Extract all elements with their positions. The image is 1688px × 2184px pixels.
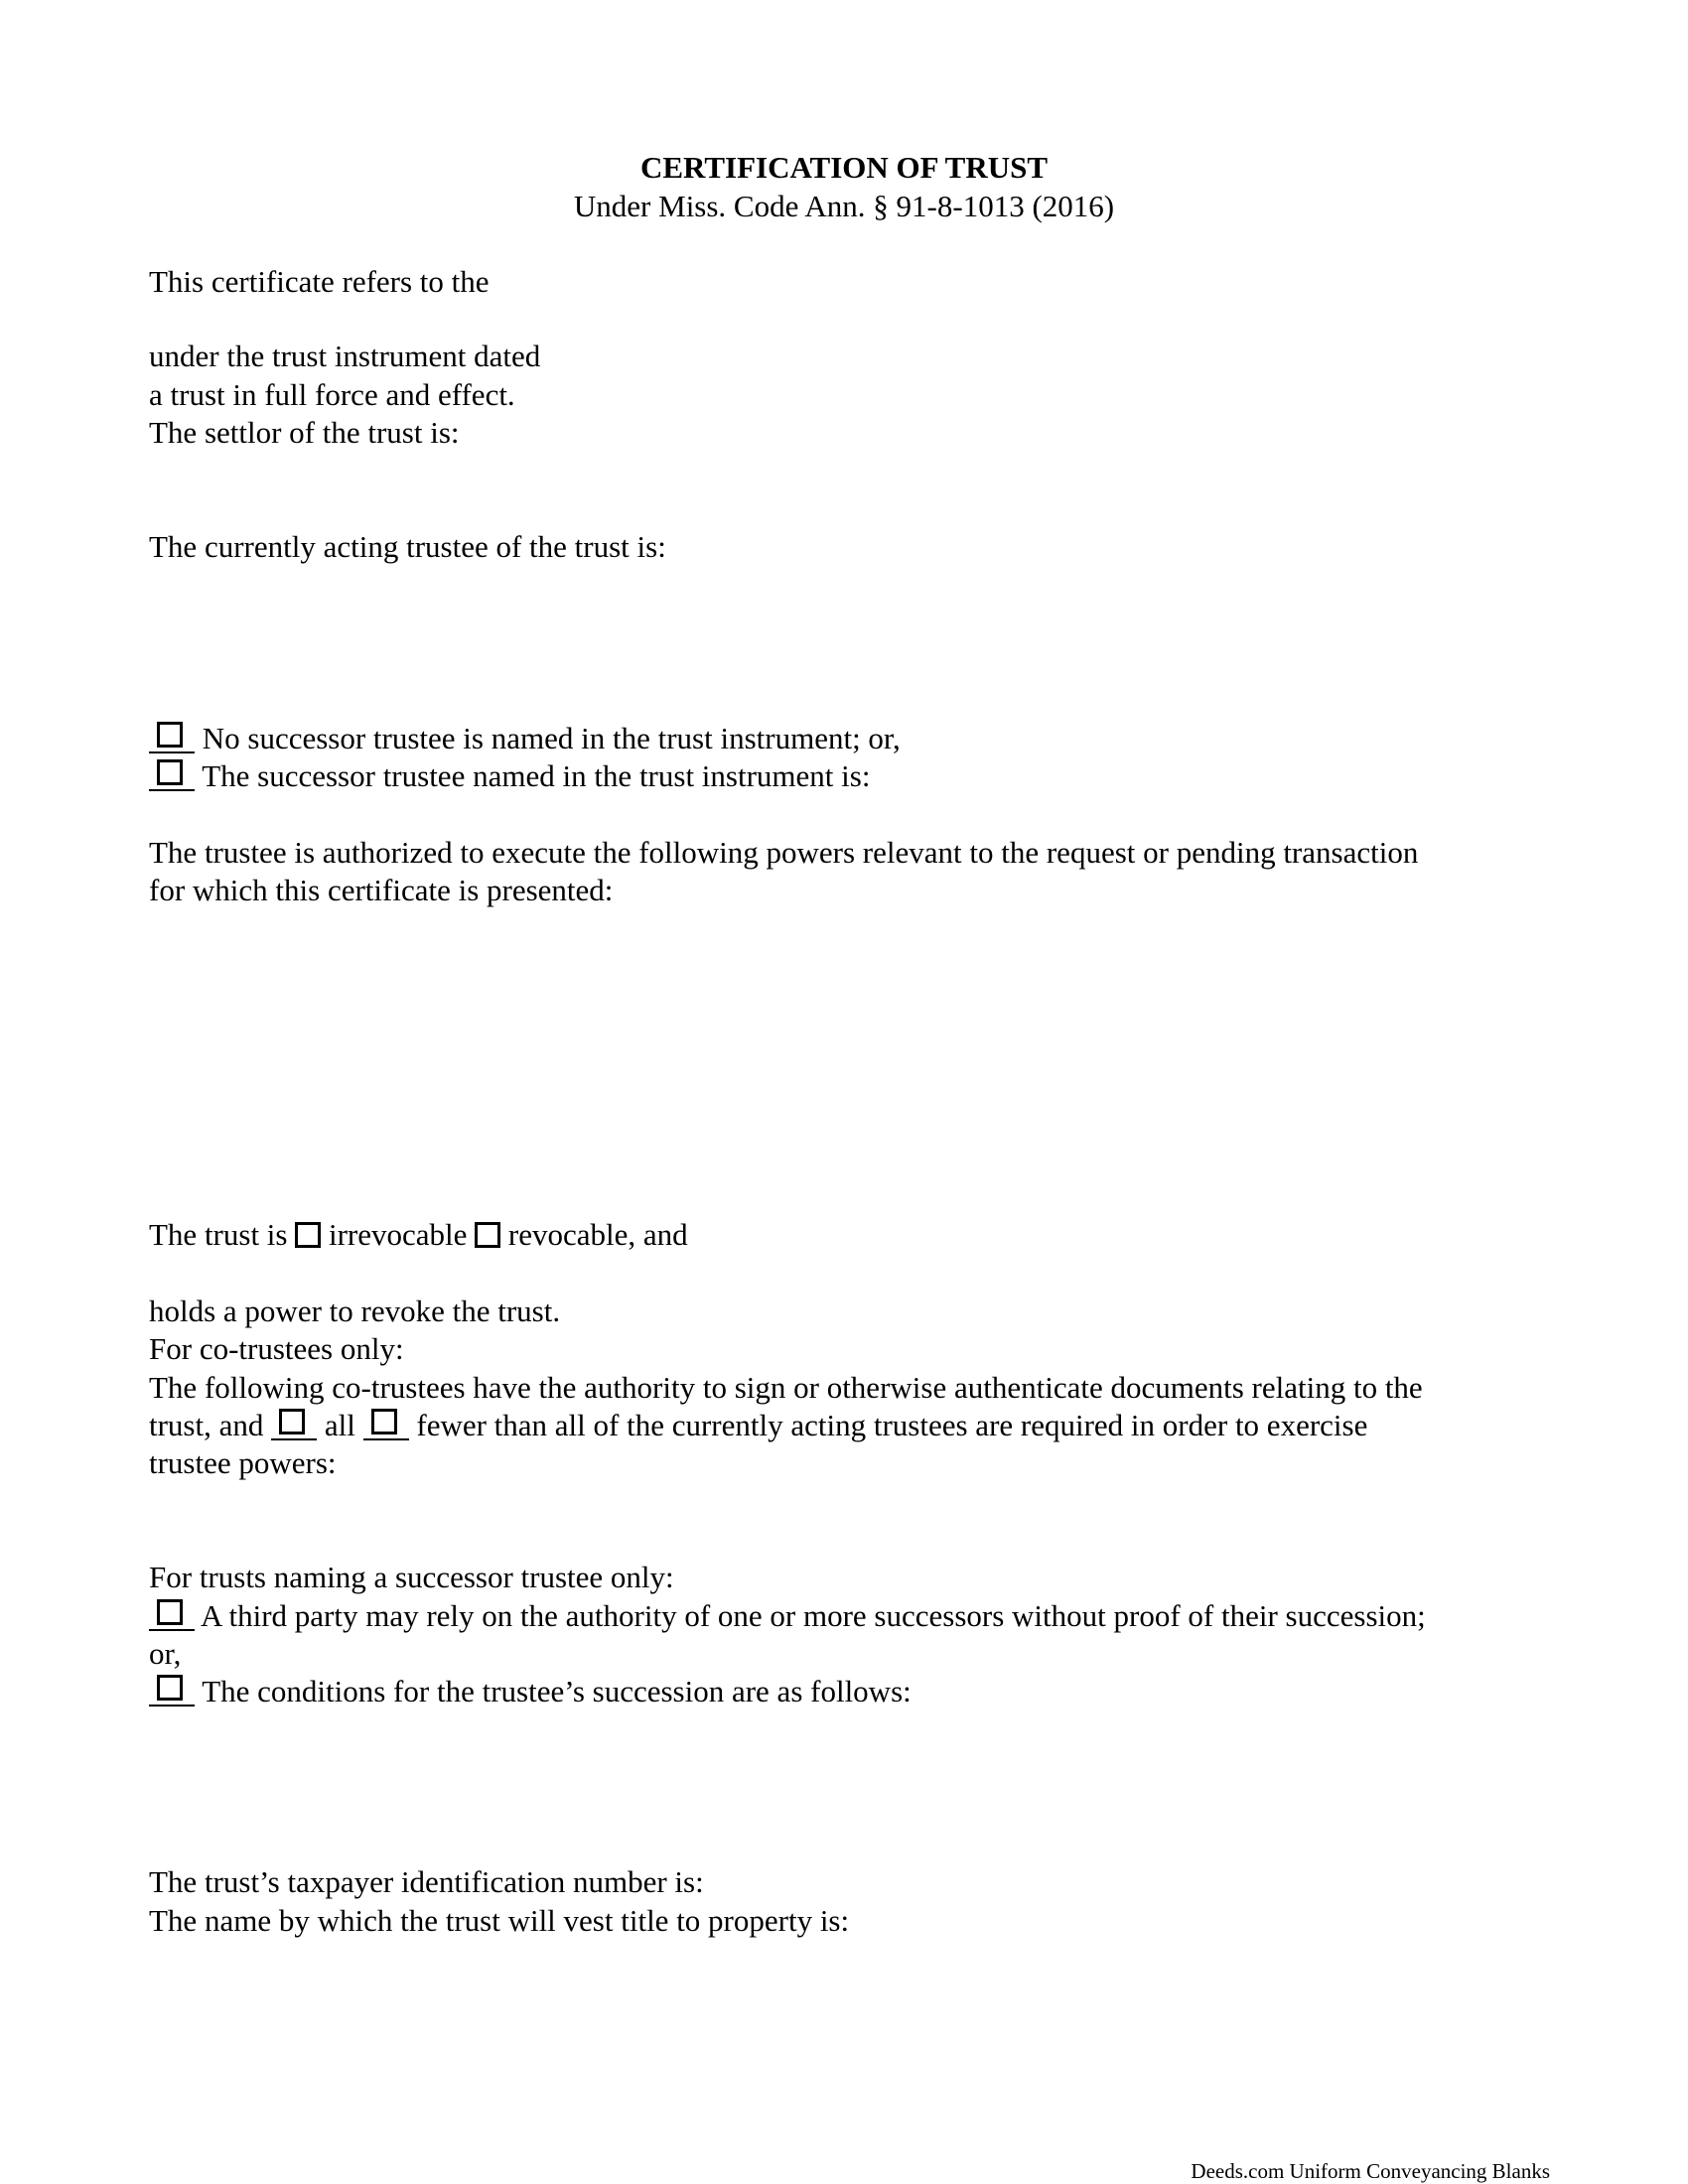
document-title: CERTIFICATION OF TRUST [639, 150, 1049, 185]
cotrustees-heading: For co-trustees only: [149, 1331, 404, 1366]
third-party-label: A third party may rely on the authority of one or more successors without proof of their succession; [201, 1598, 1426, 1633]
trust-revocability-line [149, 1217, 688, 1253]
cotrustees-line-3: trustee powers: [149, 1445, 337, 1480]
acting-trustee-line: The currently acting trustee of the trust is: [149, 529, 666, 564]
third-party-checkbox[interactable] [149, 1599, 195, 1629]
no-successor-checkbox[interactable] [149, 722, 195, 751]
cotrustees-all-label: all [324, 1408, 355, 1442]
powers-line-1: The trustee is authorized to execute the following powers relevant to the request or pending transaction [149, 835, 1419, 870]
third-party-line-2: or, [149, 1636, 182, 1671]
irrevocable-label: irrevocable [329, 1217, 468, 1252]
conditions-label: The conditions for the trustee’s succession are as follows: [202, 1674, 912, 1708]
cotrustees-line-1: The following co-trustees have the authority to sign or otherwise authenticate documents relating to the [149, 1370, 1423, 1405]
cotrustees-fewer-label: fewer than all of the currently acting trustees are required in order to exercise [416, 1408, 1368, 1442]
third-party-option [149, 1598, 1426, 1634]
successor-named-option [149, 758, 870, 794]
conditions-checkbox[interactable] [149, 1675, 195, 1705]
successor-heading: For trusts naming a successor trustee only: [149, 1560, 674, 1594]
successor-named-checkbox[interactable] [149, 759, 195, 789]
power-to-revoke-line: holds a power to revoke the trust. [149, 1294, 561, 1328]
cotrustees-trust-and: trust, and [149, 1408, 264, 1442]
footer-text: Deeds.com Uniform Conveyancing Blanks [1191, 2159, 1550, 2183]
trust-is-label: The trust is [149, 1217, 288, 1252]
full-force-line: a trust in full force and effect. [149, 377, 515, 412]
powers-line-2: for which this certificate is presented: [149, 873, 614, 907]
refers-line: This certificate refers to the [149, 264, 490, 299]
taxpayer-id-line: The trust’s taxpayer identification number is: [149, 1864, 704, 1899]
cotrustees-all-checkbox[interactable] [271, 1409, 317, 1438]
irrevocable-checkbox[interactable] [295, 1222, 321, 1248]
cotrustees-line-2 [149, 1408, 1367, 1443]
cotrustees-fewer-checkbox[interactable] [363, 1409, 409, 1438]
instrument-dated-line: under the trust instrument dated [149, 339, 541, 373]
revocable-label: revocable, and [507, 1217, 688, 1252]
settlor-line: The settlor of the trust is: [149, 415, 460, 450]
vest-title-line: The name by which the trust will vest title to property is: [149, 1903, 850, 1938]
no-successor-label: No successor trustee is named in the trust instrument; or, [202, 721, 901, 755]
conditions-option [149, 1674, 912, 1709]
revocable-checkbox[interactable] [475, 1222, 500, 1248]
statute-reference: Under Miss. Code Ann. § 91-8-1013 (2016) [573, 189, 1115, 223]
successor-named-label: The successor trustee named in the trust instrument is: [202, 758, 871, 793]
no-successor-option [149, 721, 901, 756]
